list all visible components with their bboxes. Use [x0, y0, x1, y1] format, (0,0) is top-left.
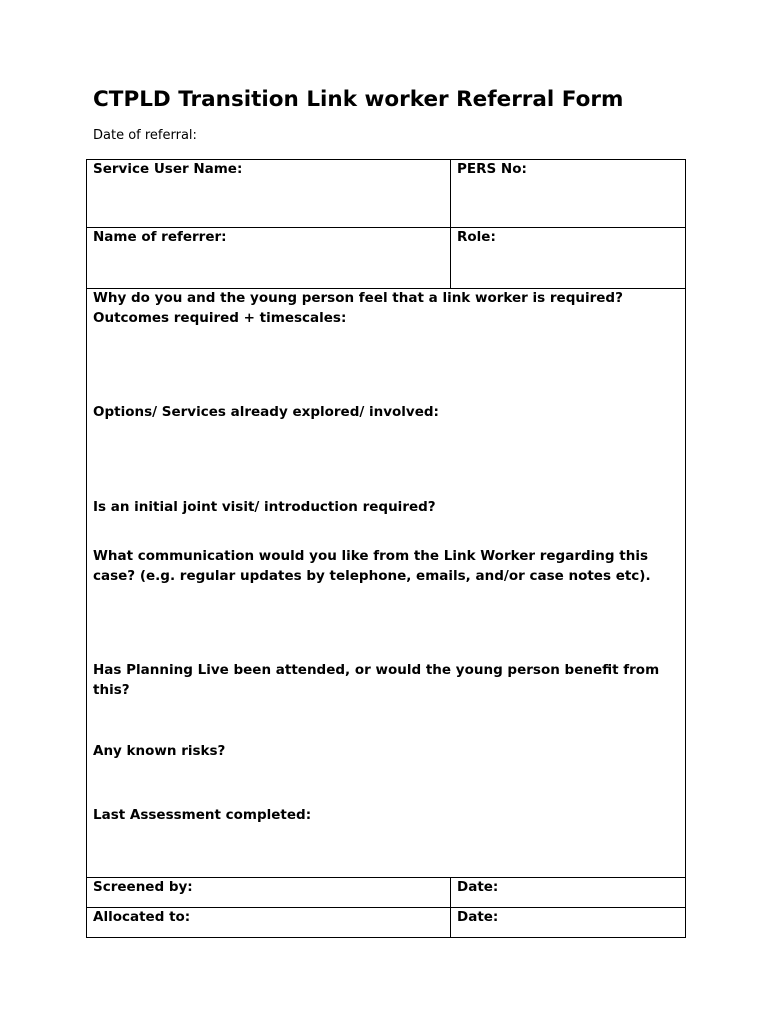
question-why-required: Why do you and the young person feel that a link worker is required? [93, 290, 623, 306]
question-communication: What communication would you like from the Link Worker regarding this case? (e.g. regular updates by telephone, emails, and/or case notes etc). [93, 548, 651, 584]
question-known-risks: Any known risks? [93, 743, 226, 759]
form-title: CTPLD Transition Link worker Referral Form [93, 87, 624, 112]
allocated-to-label: Allocated to: [93, 909, 191, 925]
pers-no-label: PERS No: [457, 161, 527, 177]
screened-date-label: Date: [457, 879, 499, 895]
questions-row [87, 289, 686, 878]
service-user-name-cell[interactable] [87, 160, 451, 228]
screened-by-cell[interactable] [87, 878, 451, 908]
answer-space-options[interactable] [93, 423, 679, 498]
date-of-referral-label: Date of referral: [93, 128, 197, 143]
allocated-date-label: Date: [457, 909, 499, 925]
answer-space-joint-visit[interactable] [93, 517, 679, 547]
question-options-explored: Options/ Services already explored/ involved: [93, 404, 439, 420]
question-last-assessment: Last Assessment completed: [93, 806, 312, 823]
answer-space-known-risks[interactable] [93, 762, 679, 806]
service-user-name-label: Service User Name: [93, 161, 243, 177]
screened-row [87, 878, 686, 908]
question-planning-live: Has Planning Live been attended, or would the young person benefit from this? [93, 662, 660, 698]
allocated-row [87, 908, 686, 938]
questions-cell[interactable] [87, 289, 686, 878]
question-joint-visit: Is an initial joint visit/ introduction required? [93, 498, 436, 515]
screened-by-label: Screened by: [93, 879, 193, 895]
role-cell[interactable] [451, 228, 686, 289]
question-outcomes: Outcomes required + timescales: [93, 309, 347, 326]
pers-no-cell[interactable] [451, 160, 686, 228]
referrer-name-label: Name of referrer: [93, 229, 227, 245]
answer-space-planning-live[interactable] [93, 700, 679, 742]
allocated-to-cell[interactable] [87, 908, 451, 938]
role-label: Role: [457, 229, 496, 245]
service-user-row [87, 160, 686, 228]
referral-form-table [86, 159, 686, 938]
referrer-row [87, 228, 686, 289]
referrer-name-cell[interactable] [87, 228, 451, 289]
screened-date-cell[interactable] [451, 878, 686, 908]
answer-space-communication[interactable] [93, 586, 679, 661]
answer-space-outcomes[interactable] [93, 328, 679, 403]
allocated-date-cell[interactable] [451, 908, 686, 938]
